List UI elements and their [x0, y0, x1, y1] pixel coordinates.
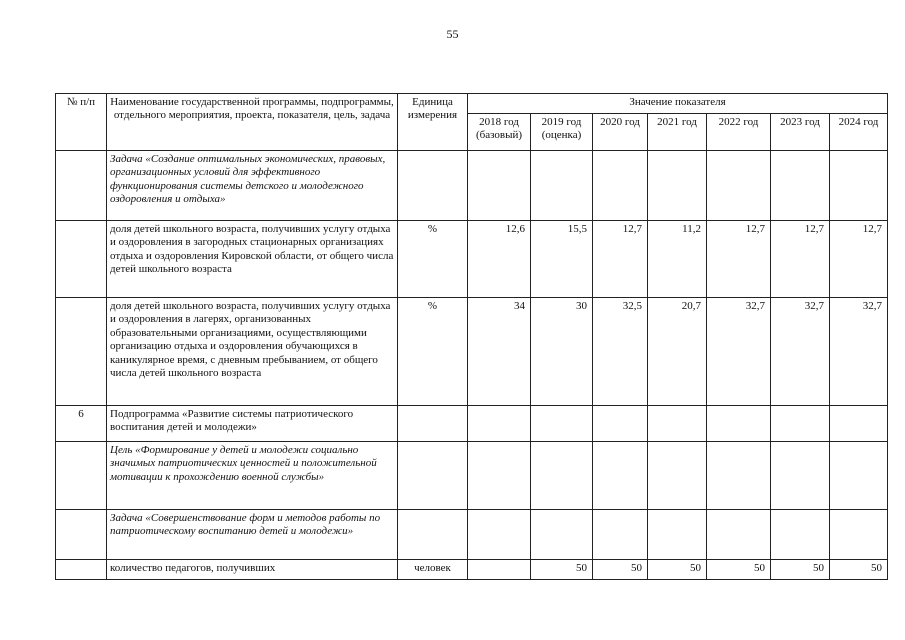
header-year: 2020 год [593, 114, 648, 151]
row-value [468, 560, 531, 580]
table-header [56, 94, 888, 151]
row-value [771, 151, 830, 221]
row-value [468, 442, 531, 510]
row-value [593, 151, 648, 221]
row-value [648, 442, 707, 510]
row-name: количество педагогов, получивших [107, 560, 398, 580]
row-number [56, 442, 107, 510]
row-number [56, 510, 107, 560]
row-name: Цель «Формирование у детей и молодежи социально значимых патриотических ценностей и положительной мотивации к прохождению военной службы» [107, 442, 398, 510]
row-value [648, 510, 707, 560]
row-value [468, 406, 531, 442]
header-year: 2023 год [771, 114, 830, 151]
row-value [771, 510, 830, 560]
header-year: 2022 год [707, 114, 771, 151]
row-value [648, 406, 707, 442]
row-value: 50 [531, 560, 593, 580]
indicators-table [55, 93, 888, 580]
row-value [468, 510, 531, 560]
table-row [56, 221, 888, 298]
row-unit: % [398, 221, 468, 298]
row-value: 34 [468, 298, 531, 406]
table-row [56, 298, 888, 406]
row-value [593, 510, 648, 560]
row-value [531, 510, 593, 560]
row-value: 12,7 [593, 221, 648, 298]
row-number [56, 151, 107, 221]
row-value: 15,5 [531, 221, 593, 298]
row-value: 12,6 [468, 221, 531, 298]
row-value [593, 406, 648, 442]
row-value [531, 151, 593, 221]
row-value: 11,2 [648, 221, 707, 298]
row-unit [398, 151, 468, 221]
header-values: Значение показателя [468, 94, 888, 114]
table-row [56, 406, 888, 442]
row-value [771, 406, 830, 442]
row-value [707, 442, 771, 510]
row-value [830, 442, 888, 510]
row-number: 6 [56, 406, 107, 442]
row-number [56, 221, 107, 298]
table-row [56, 560, 888, 580]
row-number [56, 298, 107, 406]
row-value: 20,7 [648, 298, 707, 406]
header-year: 2019 год (оценка) [531, 114, 593, 151]
row-name: Задача «Совершенствование форм и методов работы по патриотическому воспитанию детей и молодежи» [107, 510, 398, 560]
row-value: 32,7 [771, 298, 830, 406]
row-value: 12,7 [830, 221, 888, 298]
header-unit: Единица измерения [398, 94, 468, 151]
row-value [830, 406, 888, 442]
row-value [531, 442, 593, 510]
table-body [56, 151, 888, 580]
row-value: 50 [771, 560, 830, 580]
row-value [830, 151, 888, 221]
row-number [56, 560, 107, 580]
row-value: 50 [648, 560, 707, 580]
row-value [707, 406, 771, 442]
table-row [56, 510, 888, 560]
table-row [56, 442, 888, 510]
row-value [707, 151, 771, 221]
table-row [56, 151, 888, 221]
row-value: 12,7 [707, 221, 771, 298]
page-number: 55 [446, 27, 459, 41]
row-unit [398, 442, 468, 510]
row-unit [398, 406, 468, 442]
row-value: 50 [707, 560, 771, 580]
header-year: 2021 год [648, 114, 707, 151]
header-name: Наименование государственной программы, подпрограммы, отдельного мероприятия, проекта, показателя, цель, задача [107, 94, 398, 151]
row-value: 32,7 [830, 298, 888, 406]
row-value [648, 151, 707, 221]
row-value: 30 [531, 298, 593, 406]
row-name: доля детей школьного возраста, получивших услугу отдыха и оздоровления в лагерях, организованных образовательными организациями, осуществляющими организацию отдыха и оздоровления обучающихся в каникулярное время, с дневным пребыванием, от общего числа детей школьного возраста [107, 298, 398, 406]
row-name: Подпрограмма «Развитие системы патриотического воспитания детей и молодежи» [107, 406, 398, 442]
row-value [593, 442, 648, 510]
row-value [531, 406, 593, 442]
header-year: 2018 год (базовый) [468, 114, 531, 151]
header-num: № п/п [56, 94, 107, 151]
row-value [707, 510, 771, 560]
row-value: 12,7 [771, 221, 830, 298]
row-value: 32,7 [707, 298, 771, 406]
row-value [468, 151, 531, 221]
header-year: 2024 год [830, 114, 888, 151]
row-unit: % [398, 298, 468, 406]
row-unit [398, 510, 468, 560]
row-unit: человек [398, 560, 468, 580]
row-value [771, 442, 830, 510]
row-value: 50 [593, 560, 648, 580]
row-name: Задача «Создание оптимальных экономических, правовых, организационных условий для эффективного функционирования системы детского и молодежного оздоровления и отдыха» [107, 151, 398, 221]
row-value: 32,5 [593, 298, 648, 406]
row-value: 50 [830, 560, 888, 580]
row-name: доля детей школьного возраста, получивших услугу отдыха и оздоровления в загородных стационарных организациях отдыха и оздоровления Кировской области, от общего числа детей школьного возраста [107, 221, 398, 298]
row-value [830, 510, 888, 560]
